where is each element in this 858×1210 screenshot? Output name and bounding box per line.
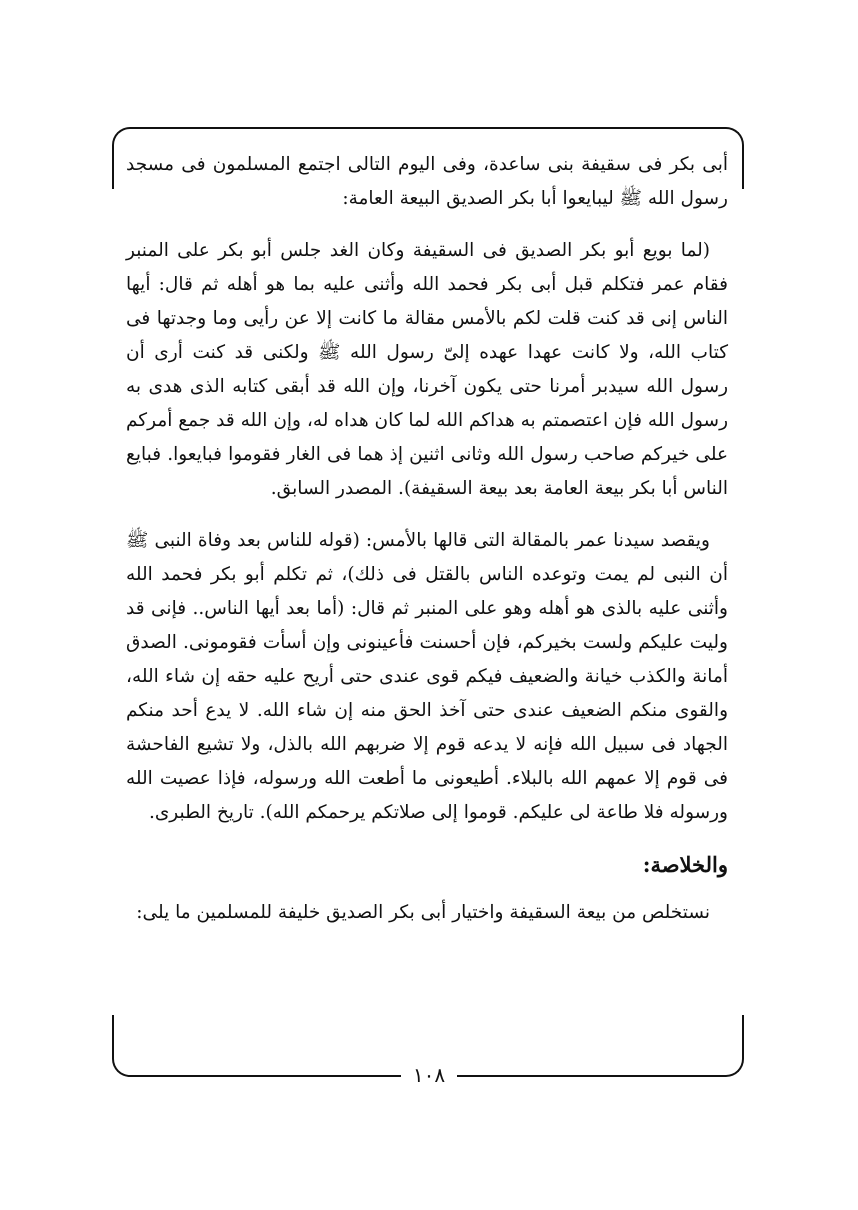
page-body xyxy=(126,148,728,948)
intro-paragraph: أبى بكر فى سقيفة بنى ساعدة، وفى اليوم التالى اجتمع المسلمون فى مسجد رسول الله ﷺ ليبايعوا أبا بكر الصديق البيعة العامة: xyxy=(126,154,728,209)
page-number-text: ١٠٨ xyxy=(401,1063,457,1087)
page-number xyxy=(0,1063,858,1087)
conclusion-paragraph: نستخلص من بيعة السقيفة واختيار أبى بكر الصديق خليفة للمسلمين ما يلى: xyxy=(136,902,710,923)
quote-paragraph-abu-bakr: ويقصد سيدنا عمر بالمقالة التى قالها بالأمس: (قوله للناس بعد وفاة النبى ﷺ أن النبى لم يمت وتوعده الناس بالقتل فى ذلك)، ثم تكلم أبو بكر فحمد الله وأثنى عليه بالذى هو أهله وهو على المنبر ثم قال: (أما بعد أيها الناس.. فإنى قد وليت عليكم ولست بخيركم، فإن أحسنت فأعينونى وإن أسأت فقومونى. الصدق أمانة والكذب خيانة والضعيف فيكم قوى عندى حتى أريح عليه حقه إن شاء الله، والقوى منكم الضعيف عندى حتى آخذ الحق منه إن شاء الله. لا يدع أحد منكم الجهاد فى سبيل الله فإنه لا يدعه قوم إلا ضربهم الله بالذل، ولا تشيع الفاحشة فى قوم إلا عمهم الله بالبلاء. أطيعونى ما أطعت الله ورسوله، فإذا عصيت الله ورسوله فلا طاعة لى عليكم. قوموا إلى صلاتكم يرحمكم الله). تاريخ الطبرى. xyxy=(126,530,728,823)
section-heading: والخلاصة: xyxy=(642,852,728,877)
quote-paragraph-umar: (لما بويع أبو بكر الصديق فى السقيفة وكان الغد جلس أبو بكر على المنبر فقام عمر فتكلم قبل أبى بكر فحمد الله وأثنى عليه بما هو أهله ثم قال: أيها الناس إنى قد كنت قلت لكم بالأمس مقالة ما كانت إلا عن رأيى وما وجدتها فى كتاب الله، ولا كانت عهدا عهده إلىّ رسول الله ﷺ ولكنى قد كنت أرى أن رسول الله سيدبر أمرنا حتى يكون آخرنا، وإن الله قد أبقى كتابه الذى هدى به رسول الله فإن اعتصمتم به هداكم الله لما كان هداه له، وإن الله قد جمع أمركم على خيركم صاحب رسول الله وثانى اثنين إذ هما فى الغار فقوموا فبايعوا. فبايع الناس أبا بكر بيعة العامة بعد بيعة السقيفة). المصدر السابق. xyxy=(126,240,728,499)
